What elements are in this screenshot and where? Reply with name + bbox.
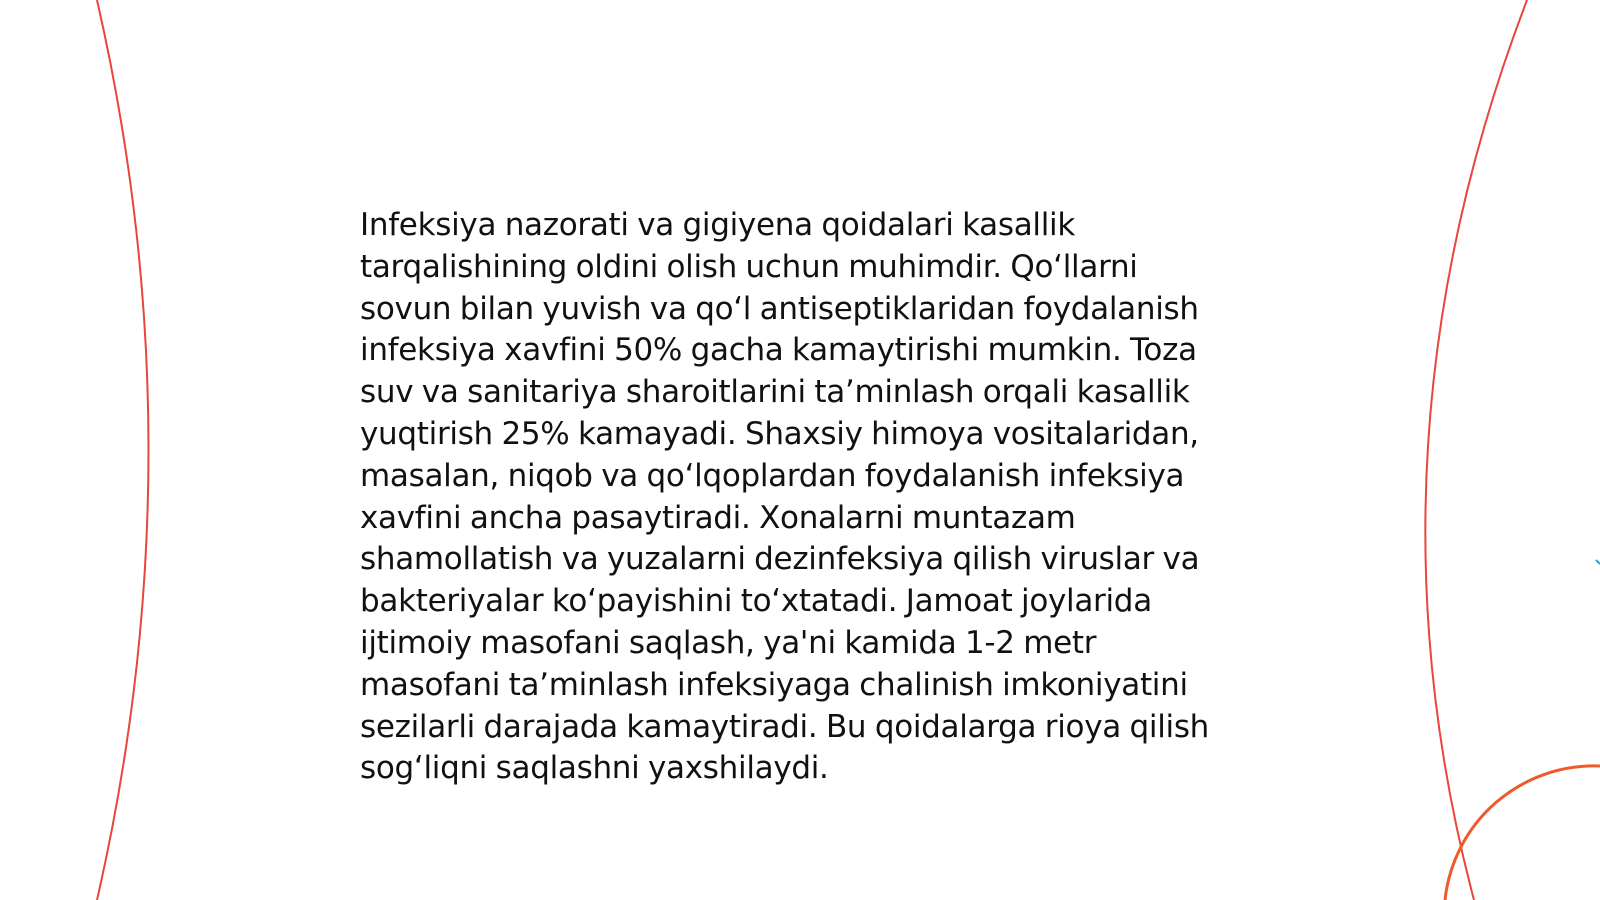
orange-circle-arc: [1445, 766, 1600, 900]
blue-accent-mark: [1596, 560, 1600, 564]
body-paragraph: Infeksiya nazorati va gigiyena qoidalari kasallik tarqalishining oldini olish uchun muhimdir. Qo‘llarni sovun bilan yuvish va qo‘l antiseptiklaridan foydalanish infeksiya xavfini 50% gacha kamaytirishi mumkin. Toza suv va sanitariya sharoitlarini ta’minlash orqali kasallik yuqtirish 25% kamayadi. Shaxsiy himoya vositalaridan, masalan, niqob va qo‘lqoplardan foydalanish infeksiya xavfini ancha pasaytiradi. Xonalarni muntazam shamollatish va yuzalarni dezinfeksiya qilish viruslar va bakteriyalar ko‘payishini to‘xtatadi. Jamoat joylarida ijtimoiy masofani saqlash, ya'ni kamida 1-2 metr masofani ta’minlash infeksiyaga chalinish imkoniyatini sezilarli darajada kamaytiradi. Bu qoidalarga rioya qilish sog‘liqni saqlashni yaxshilaydi.: [360, 207, 1210, 787]
right-red-arc: [1425, 0, 1527, 900]
left-red-arc: [97, 0, 149, 900]
